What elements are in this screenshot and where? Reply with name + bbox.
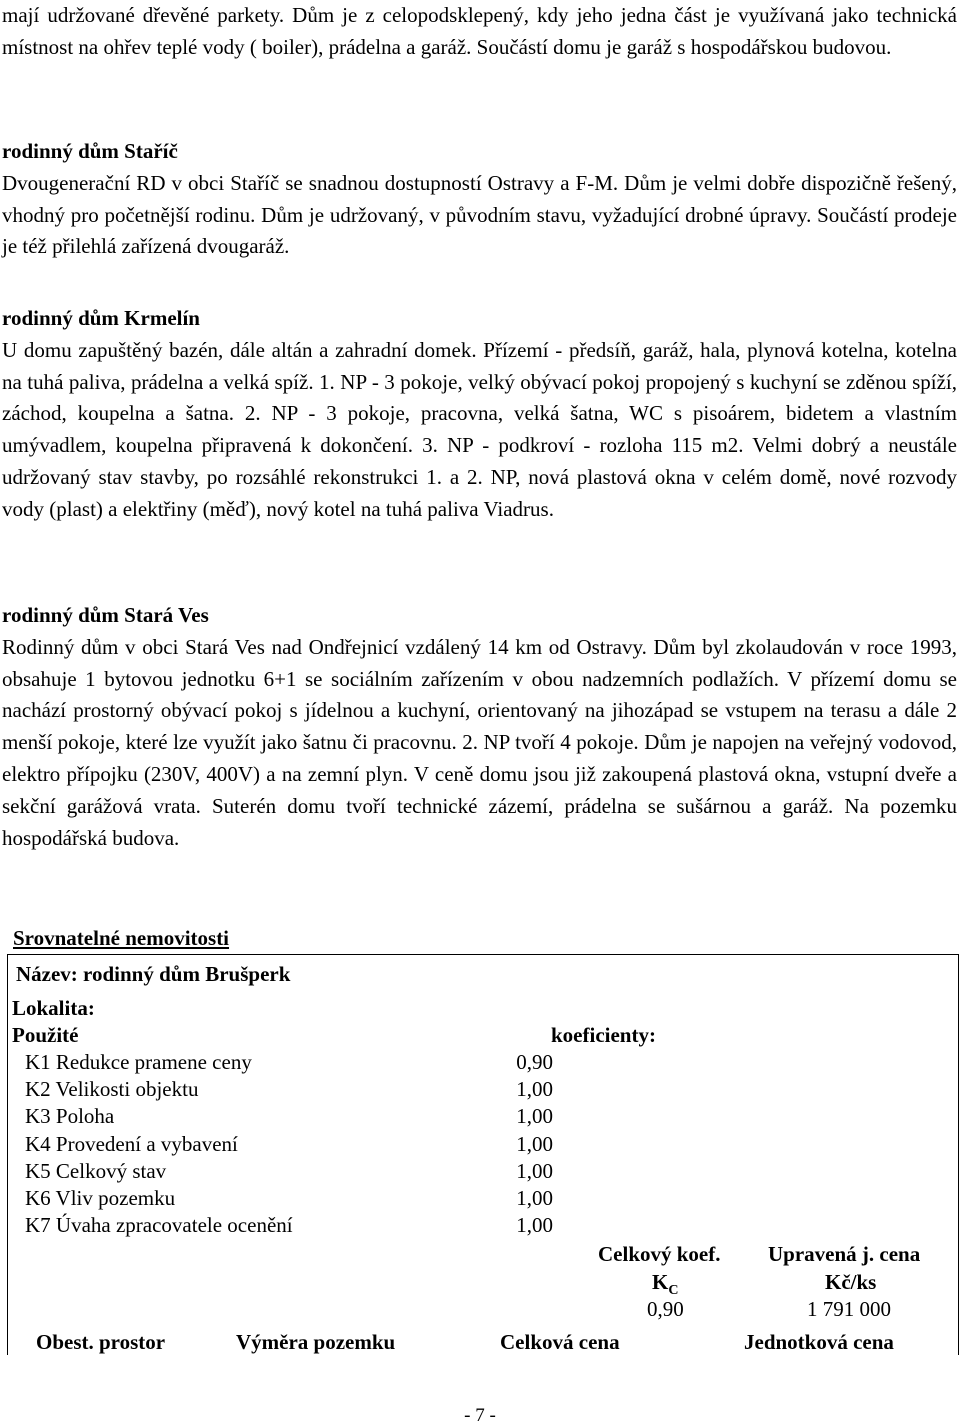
coef-row-label: K2 Velikosti objektu (25, 1077, 199, 1101)
section-text: Rodinný dům v obci Stará Ves nad Ondřejnicí vzdálený 14 km od Ostravy. Dům byl zkolaudován v roce 1993, obsahuje 1 bytovou jednotku 6+1 se sociálním zařízením v obou nadzemních podlažích. V přízemí domu se nachází prostorný obývací pokoj s jídelnou a kuchyní, orientovaný na jihozápad se vstupem na terasu a dále 2 menší pokoje, které lze využít jako šatnu či pracovnu. 2. NP tvoří 4 pokoje. Dům je napojen na veřejný vodovod, elektro přípojku (230V, 400V) a na zemní plyn. V ceně domu jsou již zakoupená plastová okna, vstupní dveře a sekční garážová vrata. Suterén domu tvoří technické zázemí, prádelna se sušárnou a garáž. Na pozemku hospodářská budova. (2, 634, 957, 850)
coef-row-value: 1,00 (516, 1213, 553, 1237)
col-header: Výměra pozemku (236, 1330, 396, 1354)
coef-row-label: K7 Úvaha zpracovatele ocenění (25, 1213, 293, 1237)
coef-row-value: 1,00 (516, 1077, 553, 1101)
coef-row-value: 1,00 (516, 1186, 553, 1210)
coef-row-label: K4 Provedení a vybavení (25, 1132, 238, 1156)
kc-label: $K_C$ (652, 1270, 679, 1299)
section-heading: rodinný dům Stará Ves (2, 603, 209, 627)
total-coef-label: Celkový koef. (598, 1242, 721, 1266)
adjusted-price-value: 1 791 000 (807, 1297, 891, 1321)
coef-row-label: K5 Celkový stav (25, 1159, 167, 1183)
coef-row-label: K3 Poloha (25, 1104, 115, 1128)
section-heading: rodinný dům Krmelín (2, 306, 200, 330)
section-stara-ves (2, 600, 957, 854)
property-name: Název: rodinný dům Brušperk (16, 962, 291, 986)
page-number: - 7 - (464, 1405, 496, 1426)
coef-row-value: 1,00 (516, 1132, 553, 1156)
adjusted-price-label: Upravená j. cena (768, 1242, 921, 1266)
col-header: Jednotková cena (744, 1330, 894, 1354)
coefficients-label: koeficienty: (551, 1023, 656, 1047)
coef-row-label: K6 Vliv pozemku (25, 1186, 176, 1210)
coef-row-value: 1,00 (516, 1104, 553, 1128)
intro-text: mají udržované dřevěné parkety. Dům je z celopodsklepený, kdy jeho jedna část je využívaná jako technická místnost na ohřev teplé vody ( boiler), prádelna a garáž. Součástí domu je garáž s hospodářskou budovou. (2, 3, 957, 59)
coef-row-value: 0,90 (516, 1050, 553, 1074)
coef-row-value: 1,00 (516, 1159, 553, 1183)
usage-label: Použité (12, 1023, 79, 1047)
section-text: Dvougenerační RD v obci Staříč se snadnou dostupností Ostravy a F-M. Dům je velmi dobře dispozičně řešený, vhodný pro početnější rodinu. Dům je udržovaný, v původním stavu, vyžadující drobné úpravy. Součástí prodeje je též přilehlá zařízená dvougaráž. (2, 170, 957, 259)
col-header: Celková cena (500, 1330, 620, 1354)
section-heading: rodinný dům Staříč (2, 139, 178, 163)
col-header: Obest. prostor (36, 1330, 166, 1354)
total-coef-value: 0,90 (647, 1297, 684, 1321)
section-krmelin (2, 303, 957, 526)
locality-label: Lokalita: (12, 996, 95, 1020)
currency-label: Kč/ks (825, 1270, 877, 1294)
coef-row-label: K1 Redukce pramene ceny (25, 1050, 252, 1074)
section-staric (2, 136, 957, 263)
table-title: Srovnatelné nemovitosti (13, 926, 230, 950)
section-text: U domu zapuštěný bazén, dále altán a zahradní domek. Přízemí - předsíň, garáž, hala, plynová kotelna, kotelna na tuhá paliva, prádelna a velká spíž. 1. NP - 3 pokoje, velký obývací pokoj propojený s kuchyní se zděnou spíží, záchod, koupelna a šatna. 2. NP - 3 pokoje, pracovna, velká šatna, WC s pisoárem, bidetem a vlastním umývadlem, koupelna připravená k dokončení. 3. NP - podkroví - rozloha 115 m2. Velmi dobrý a neustále udržovaný stav stavby, po rozsáhlé rekonstrukci 1. a 2. NP, nová plastová okna v celém domě, nové rozvody vody (plast) a elektřiny (měď), nový kotel na tuhá paliva Viadrus. (2, 337, 957, 521)
intro-paragraph (2, 0, 957, 64)
